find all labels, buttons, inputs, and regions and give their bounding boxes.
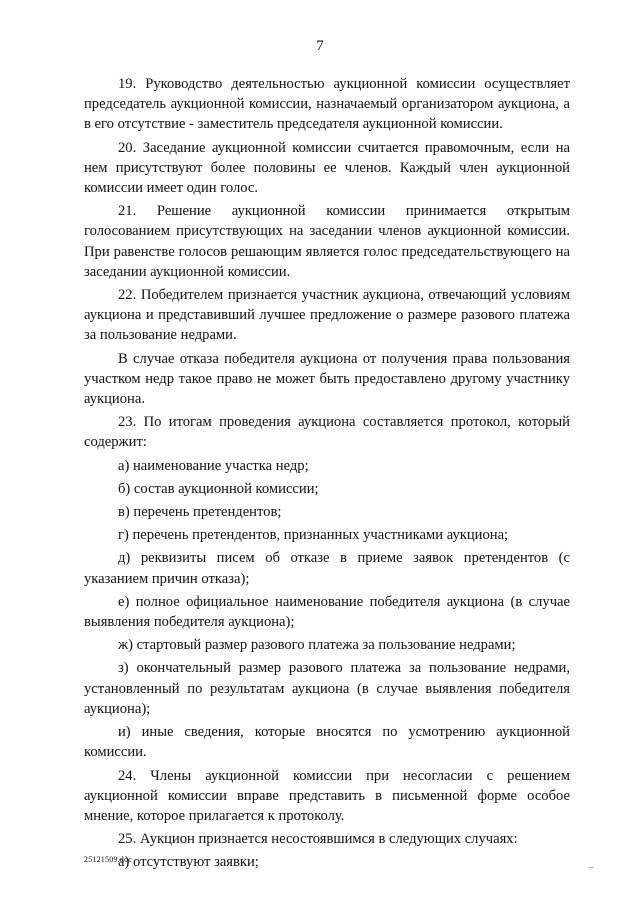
list-item-a: а) наименование участка недр; [118,457,309,474]
paragraph-21: 21. Решение аукционной комиссии принимается открытым голосованием присутствующих на заседании членов аукционной комиссии. При равенстве голосов решающим является голос председательствующего на заседании аукционной комиссии. [84,203,570,280]
document-body [84,74,570,876]
paragraph-25: 25. Аукцион признается несостоявшимся в следующих случаях: [118,831,518,848]
page-number: 7 [316,38,324,54]
list-item-b: б) состав аукционной комиссии; [118,480,319,497]
paragraph-22: 22. Победителем признается участник аукциона, отвечающий условиям аукциона и представивший лучшее предложение о размере разового платежа за пользование недрами. [84,287,570,344]
list-item-v: в) перечень претендентов; [118,504,282,521]
list-item-zh: ж) стартовый размер разового платежа за пользование недрами; [118,637,516,654]
paragraph-24: 24. Члены аукционной комиссии при несогласии с решением аукционной комиссии вправе представить в письменной форме особое мнение, которое прилагается к протоколу. [84,767,570,824]
corner-mark: ... [588,861,594,870]
list-item-25-a: а) отсутствуют заявки; [118,854,259,871]
list-item-g: г) перечень претендентов, признанных участниками аукциона; [118,527,509,544]
paragraph-20: 20. Заседание аукционной комиссии считается правомочным, если на нем присутствуют более половины ее членов. Каждый член аукционной комиссии имеет один голос. [84,139,570,197]
list-item-d: д) реквизиты писем об отказе в приеме заявок претендентов (с указанием причин отказа); [84,550,570,587]
list-item-i: и) иные сведения, которые вносятся по усмотрению аукционной комиссии. [84,724,570,761]
paragraph-19: 19. Руководство деятельностью аукционной комиссии осуществляет председатель аукционной комиссии, назначаемый организатором аукциона, а в его отсутствие - заместитель председателя аукционной комиссии. [84,76,570,133]
paragraph-23: 23. По итогам проведения аукциона составляется протокол, который содержит: [84,414,570,451]
list-item-z: з) окончательный размер разового платежа за пользование недрами, установленный по результатам аукциона (в случае выявления победителя аукциона); [84,660,570,717]
footer-doc-code: 25121509.doc [84,855,132,864]
paragraph-22-refusal: В случае отказа победителя аукциона от получения права пользования участком недр такое право не может быть предоставлено другому участнику аукциона. [84,350,570,408]
list-item-e: е) полное официальное наименование победителя аукциона (в случае выявления победителя аукциона); [84,593,570,631]
